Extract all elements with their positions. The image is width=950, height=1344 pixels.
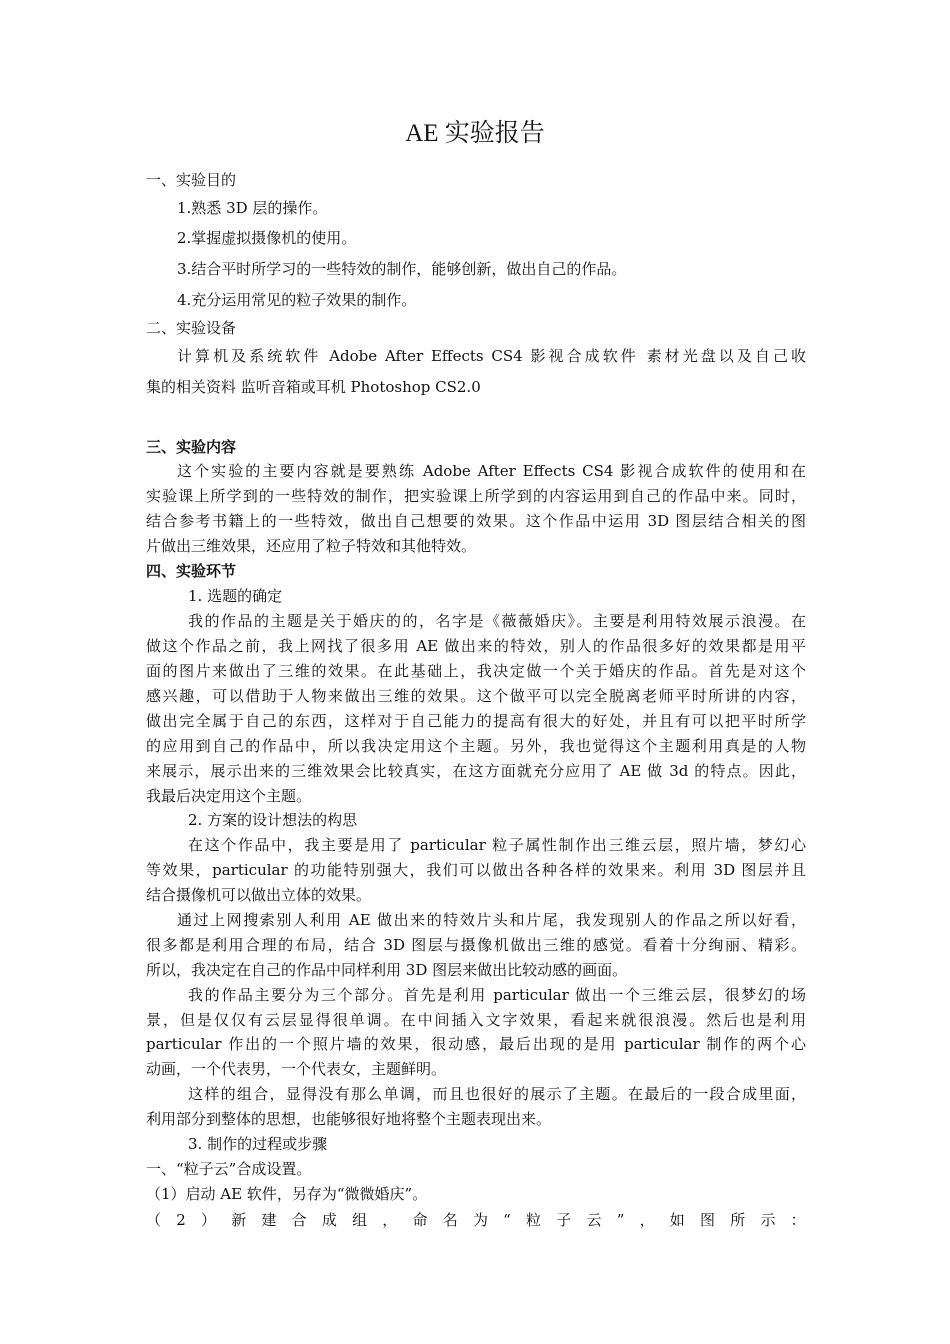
paragraph-line: 面的图片来做出了三维的效果。在此基础上，我决定做一个关于婚庆的作品。首先是对这个 <box>146 662 806 680</box>
paragraph-line: 这样的组合，显得没有那么单调，而且也很好的展示了主题。在最后的一段合成里面， <box>188 1085 806 1103</box>
paragraph-line: 实验课上所学到的一些特效的制作，把实验课上所学到的内容运用到自己的作品中来。同时， <box>146 487 806 505</box>
subheading-design: 2. 方案的设计想法的构思 <box>188 811 358 829</box>
paragraph-line: 集的相关资料 监听音箱或耳机 Photoshop CS2.0 <box>146 378 481 396</box>
paragraph-line: 做这个作品之前，我上网找了很多用 AE 做出来的特效，别人的作品很多好的效果都是用平 <box>146 637 806 655</box>
section-heading-content: 三、实验内容 <box>146 438 237 456</box>
paragraph-line: 做出完全属于自己的东西，这样对于自己能力的提高有很大的好处，并且有可以把平时所学 <box>146 712 806 730</box>
paragraph-line: 利用部分到整体的思想，也能够很好地将整个主题表现出来。 <box>146 1110 552 1128</box>
document-title: AE 实验报告 <box>405 120 545 147</box>
paragraph-line: 这个实验的主要内容就是要熟练 Adobe After Effects CS4 影视合成软件的使用和在 <box>177 462 806 480</box>
paragraph-line: 我的作品的主题是关于婚庆的的，名字是《薇薇婚庆》。主要是利用特效展示浪漫。在 <box>188 612 806 630</box>
paragraph-line: 景，但是仅仅有云层显得很单调。在中间插入文字效果，看起来就很浪漫。然后也是利用 <box>146 1011 806 1029</box>
paragraph-line: 来展示，展示出来的三维效果会比较真实，在这方面就充分应用了 AE 做 3d 的特点。因此， <box>146 762 806 780</box>
paragraph-line: 结合摄像机可以做出立体的效果。 <box>146 886 372 904</box>
purpose-item: 4.充分运用常见的粒子效果的制作。 <box>177 291 417 309</box>
purpose-item: 1.熟悉 3D 层的操作。 <box>177 199 328 217</box>
section-heading-equipment: 二、实验设备 <box>146 319 237 337</box>
paragraph-line: 结合参考书籍上的一些特效，做出自己想要的效果。这个作品中运用 3D 图层结合相关的图 <box>146 512 806 530</box>
step-item: （1）启动 AE 软件，另存为“微微婚庆”。 <box>146 1185 428 1203</box>
paragraph-line: 片做出三维效果，还应用了粒子特效和其他特效。 <box>146 537 477 555</box>
purpose-item: 2.掌握虚拟摄像机的使用。 <box>177 229 357 247</box>
paragraph-line: 等效果，particular 的功能特别强大，我们可以做出各种各样的效果来。利用 3D 图层并且 <box>146 861 806 879</box>
paragraph-line: 我最后决定用这个主题。 <box>146 787 312 805</box>
section-heading-purpose: 一、实验目的 <box>146 171 237 189</box>
step-heading: 一、“粒子云”合成设置。 <box>146 1160 312 1178</box>
paragraph-line: 所以，我决定在自己的作品中同样利用 3D 图层来做出比较动感的画面。 <box>146 961 628 979</box>
paragraph-line: 计算机及系统软件 Adobe After Effects CS4 影视合成软件 素材光盘以及自己收 <box>177 347 806 365</box>
paragraph-line: 动画，一个代表男，一个代表女，主题鲜明。 <box>146 1060 447 1078</box>
paragraph-line: 感兴趣，可以借助于人物来做出三维的效果。这个做平可以完全脱离老师平时所讲的内容， <box>146 687 806 705</box>
subheading-process: 3. 制作的过程或步骤 <box>188 1135 328 1153</box>
paragraph-line: 我的作品主要分为三个部分。首先是利用 particular 做出一个三维云层，很梦幻的场 <box>188 986 806 1004</box>
subheading-topic: 1. 选题的确定 <box>188 587 283 605</box>
paragraph-line: 很多都是利用合理的布局，结合 3D 图层与摄像机做出三维的感觉。看着十分绚丽、精彩。 <box>146 936 806 954</box>
step-item-spread: （ 2 ） 新 建 合 成 组 ， 命 名 为 “ 粒 子 云 ” ， 如 图 所 示 ： <box>146 1211 806 1229</box>
paragraph-line: 的应用到自己的作品中，所以我决定用这个主题。另外，我也觉得这个主题利用真是的人物 <box>146 737 806 755</box>
section-heading-steps: 四、实验环节 <box>146 562 237 580</box>
paragraph-line: particular 作出的一个照片墙的效果，很动感，最后出现的是用 particular 制作的两个心 <box>146 1035 806 1053</box>
purpose-item: 3.结合平时所学习的一些特效的制作，能够创新，做出自己的作品。 <box>177 260 627 278</box>
paragraph-line: 通过上网搜索别人利用 AE 做出来的特效片头和片尾，我发现别人的作品之所以好看， <box>177 911 806 929</box>
paragraph-line: 在这个作品中，我主要是用了 particular 粒子属性制作出三维云层，照片墙，梦幻心 <box>188 836 806 854</box>
